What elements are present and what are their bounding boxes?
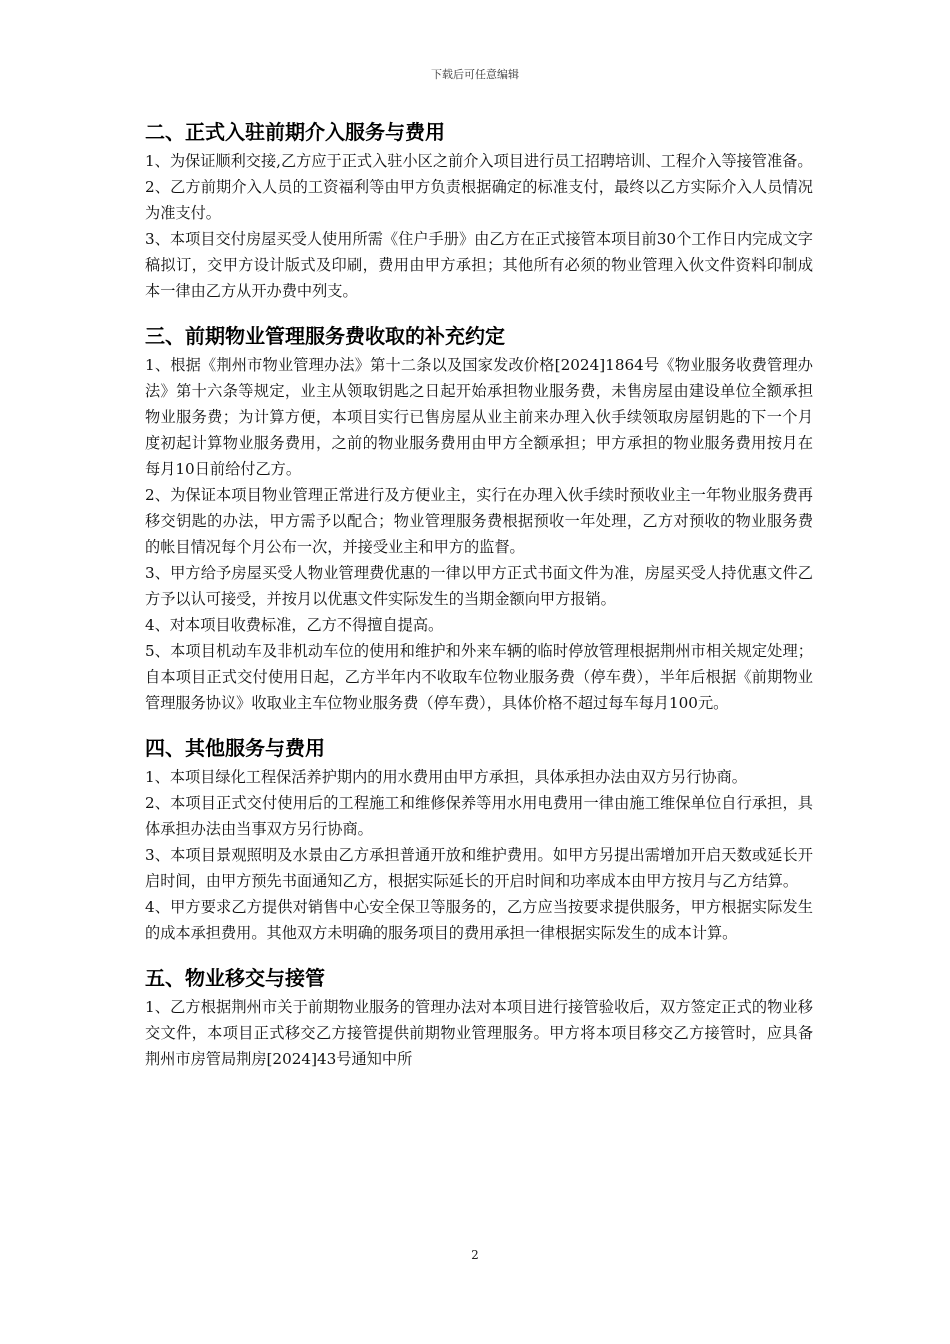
paragraph: 2、乙方前期介入人员的工资福利等由甲方负责根据确定的标准支付，最终以乙方实际介入人员情况为准支付。 [145, 178, 813, 222]
paragraph: 1、乙方根据荆州市关于前期物业服务的管理办法对本项目进行接管验收后，双方签定正式的物业移交文件，本项目正式移交乙方接管提供前期物业管理服务。甲方将本项目移交乙方接管时，应具备荆州市房管局荆房[2024]43号通知中所 [145, 998, 813, 1068]
section-heading: 二、正式入驻前期介入服务与费用 [145, 120, 445, 144]
paragraph: 4、甲方要求乙方提供对销售中心安全保卫等服务的，乙方应当按要求提供服务，甲方根据实际发生的成本承担费用。其他双方未明确的服务项目的费用承担一律根据实际发生的成本计算。 [145, 898, 813, 942]
section-heading: 四、其他服务与费用 [145, 736, 325, 760]
paragraph: 3、本项目交付房屋买受人使用所需《住户手册》由乙方在正式接管本项目前30个工作日内完成文字稿拟订，交甲方设计版式及印刷，费用由甲方承担；其他所有必须的物业管理入伙文件资料印制成本一律由乙方从开办费中列支。 [145, 230, 813, 300]
page-header-note: 下载后可任意编辑 [431, 68, 519, 81]
paragraph: 2、为保证本项目物业管理正常进行及方便业主，实行在办理入伙手续时预收业主一年物业服务费再移交钥匙的办法，甲方需予以配合；物业管理服务费根据预收一年处理，乙方对预收的物业服务费的帐目情况每个月公布一次，并接受业主和甲方的监督。 [145, 486, 813, 556]
paragraph: 5、本项目机动车及非机动车位的使用和维护和外来车辆的临时停放管理根据荆州市相关规定处理；自本项目正式交付使用日起，乙方半年内不收取车位物业服务费（停车费），半年后根据《前期物业管理服务协议》收取业主车位物业服务费（停车费），具体价格不超过每车每月100元。 [145, 642, 813, 712]
paragraph: 1、为保证顺利交接,乙方应于正式入驻小区之前介入项目进行员工招聘培训、工程介入等接管准备。 [145, 152, 813, 170]
section-property-handover [145, 964, 813, 1072]
paragraph: 1、根据《荆州市物业管理办法》第十二条以及国家发改价格[2024]1864号《物业服务收费管理办法》第十六条等规定，业主从领取钥匙之日起开始承担物业服务费，未售房屋由建设单位全额承担物业服务费；为计算方便，本项目实行已售房屋从业主前来办理入伙手续领取房屋钥匙的下一个月度初起计算物业服务费用，之前的物业服务费用由甲方全额承担；甲方承担的物业服务费用按月在每月10日前给付乙方。 [145, 356, 813, 478]
section-heading: 三、前期物业管理服务费收取的补充约定 [145, 324, 505, 348]
section-early-intervention [145, 118, 813, 304]
paragraph: 3、本项目景观照明及水景由乙方承担普通开放和维护费用。如甲方另提出需增加开启天数或延长开启时间，由甲方预先书面通知乙方，根据实际延长的开启时间和功率成本由甲方按月与乙方结算。 [145, 846, 813, 890]
paragraph: 3、甲方给予房屋买受人物业管理费优惠的一律以甲方正式书面文件为准，房屋买受人持优惠文件乙方予以认可接受，并按月以优惠文件实际发生的当期金额向甲方报销。 [145, 564, 813, 608]
paragraph: 4、对本项目收费标准，乙方不得擅自提高。 [145, 616, 444, 634]
document-body [145, 118, 813, 1090]
section-heading: 五、物业移交与接管 [145, 966, 325, 990]
paragraph: 2、本项目正式交付使用后的工程施工和维修保养等用水用电费用一律由施工维保单位自行承担，具体承担办法由当事双方另行协商。 [145, 794, 813, 838]
paragraph: 1、本项目绿化工程保活养护期内的用水费用由甲方承担，具体承担办法由双方另行协商。 [145, 768, 747, 786]
section-service-fee [145, 322, 813, 716]
section-other-services [145, 734, 813, 946]
page-number: 2 [471, 1248, 479, 1262]
